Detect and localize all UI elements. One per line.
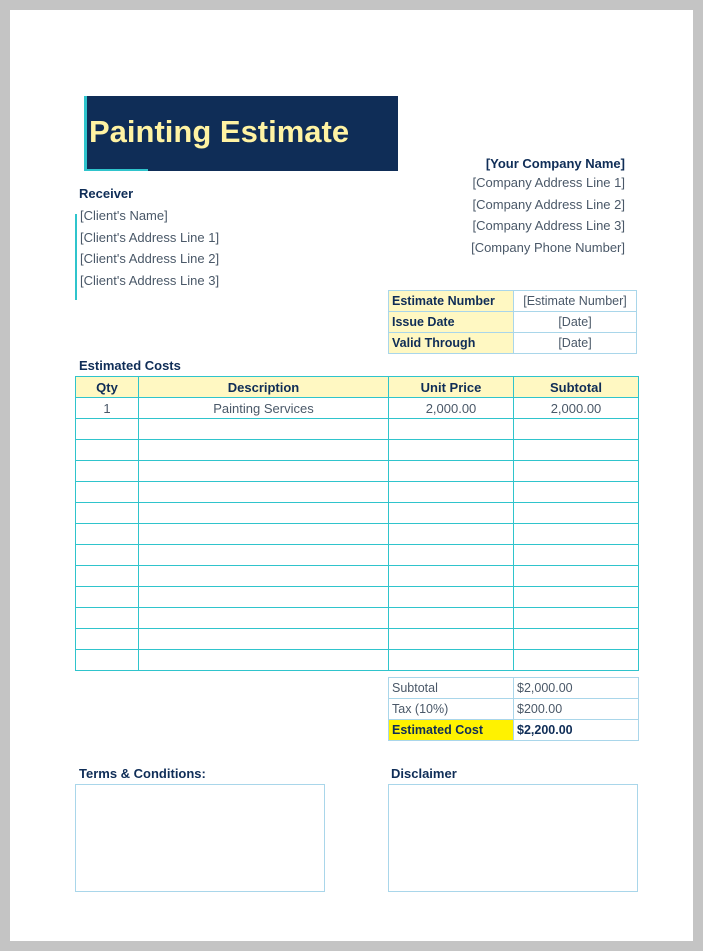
estimated-cost-row (389, 720, 639, 741)
qty-cell[interactable] (76, 524, 139, 545)
disclaimer-box[interactable] (388, 784, 638, 892)
description-cell[interactable] (139, 503, 389, 524)
cost-table-row (76, 587, 639, 608)
cost-table-row (76, 419, 639, 440)
company-name: [Your Company Name] (485, 156, 625, 171)
estimated-cost-label: Estimated Cost (389, 720, 514, 741)
subtotal-row (389, 678, 639, 699)
cost-items-table (75, 376, 639, 671)
tax-label: Tax (10%) (389, 699, 514, 720)
description-cell[interactable] (139, 587, 389, 608)
unit-price-cell[interactable] (389, 650, 514, 671)
unit-price-cell[interactable] (389, 461, 514, 482)
description-cell[interactable] (139, 482, 389, 503)
cost-table-row (76, 398, 639, 419)
estimated-costs-heading: Estimated Costs (79, 358, 181, 373)
cost-table-row (76, 566, 639, 587)
subtotal-cell[interactable] (514, 608, 639, 629)
qty-cell[interactable] (76, 608, 139, 629)
qty-cell[interactable] (76, 587, 139, 608)
valid-through-row (389, 333, 637, 354)
terms-box[interactable] (75, 784, 325, 892)
qty-cell[interactable] (76, 482, 139, 503)
description-cell[interactable] (139, 524, 389, 545)
receiver-heading: Receiver (79, 186, 134, 201)
tax-row (389, 699, 639, 720)
title-accent-bar (84, 96, 87, 171)
unit-price-cell[interactable] (389, 440, 514, 461)
subtotal-cell[interactable] (514, 629, 639, 650)
company-address-line-3: [Company Address Line 3] (472, 218, 625, 233)
unit-price-cell[interactable] (389, 587, 514, 608)
description-cell[interactable] (139, 566, 389, 587)
receiver-accent-bar (75, 214, 77, 300)
unit-price-cell[interactable] (389, 545, 514, 566)
description-cell[interactable] (139, 419, 389, 440)
subtotal-cell[interactable]: 2,000.00 (514, 398, 639, 419)
client-address-line-2: [Client's Address Line 2] (80, 251, 220, 266)
cost-table-row (76, 629, 639, 650)
qty-cell[interactable] (76, 440, 139, 461)
valid-through-label: Valid Through (389, 333, 514, 354)
description-cell[interactable]: Painting Services (139, 398, 389, 419)
estimate-number-label: Estimate Number (389, 291, 514, 312)
qty-cell[interactable] (76, 545, 139, 566)
unit-price-cell[interactable] (389, 566, 514, 587)
subtotal-cell[interactable] (514, 545, 639, 566)
disclaimer-heading: Disclaimer (391, 766, 457, 781)
description-cell[interactable] (139, 650, 389, 671)
cost-table-row (76, 545, 639, 566)
description-cell[interactable] (139, 461, 389, 482)
cost-table-body (76, 398, 639, 671)
subtotal-cell[interactable] (514, 650, 639, 671)
document-title: Painting Estimate (89, 114, 350, 149)
estimate-info-table (388, 290, 637, 354)
company-address-line-1: [Company Address Line 1] (472, 175, 625, 190)
company-phone: [Company Phone Number] (471, 240, 625, 255)
description-cell[interactable] (139, 608, 389, 629)
issue-date-label: Issue Date (389, 312, 514, 333)
tax-value: $200.00 (514, 699, 639, 720)
client-address-line-3: [Client's Address Line 3] (80, 273, 220, 288)
subtotal-cell[interactable] (514, 482, 639, 503)
subtotal-cell[interactable] (514, 461, 639, 482)
estimated-cost-value: $2,200.00 (514, 720, 639, 741)
qty-cell[interactable] (76, 650, 139, 671)
cost-table-header (76, 377, 639, 398)
subtotal-value: $2,000.00 (514, 678, 639, 699)
unit-price-cell[interactable] (389, 629, 514, 650)
cost-table-row (76, 440, 639, 461)
subtotal-column-header: Subtotal (514, 377, 639, 398)
title-underline (84, 169, 148, 171)
estimate-page (10, 10, 693, 941)
unit-price-cell[interactable] (389, 419, 514, 440)
estimate-number-row (389, 291, 637, 312)
unit-price-cell[interactable] (389, 503, 514, 524)
description-column-header: Description (139, 377, 389, 398)
terms-heading: Terms & Conditions: (79, 766, 206, 781)
unit-price-cell[interactable] (389, 482, 514, 503)
description-cell[interactable] (139, 545, 389, 566)
issue-date-row (389, 312, 637, 333)
totals-table (388, 677, 639, 741)
unit-price-cell[interactable] (389, 524, 514, 545)
cost-table-row (76, 608, 639, 629)
cost-table-row (76, 503, 639, 524)
subtotal-cell[interactable] (514, 587, 639, 608)
client-address-line-1: [Client's Address Line 1] (80, 230, 220, 245)
unit-price-cell[interactable] (389, 608, 514, 629)
company-address-line-2: [Company Address Line 2] (472, 197, 625, 212)
unit-price-column-header: Unit Price (389, 377, 514, 398)
cost-table-row (76, 524, 639, 545)
unit-price-cell[interactable]: 2,000.00 (389, 398, 514, 419)
description-cell[interactable] (139, 629, 389, 650)
cost-table-row (76, 461, 639, 482)
cost-table-row (76, 482, 639, 503)
qty-cell[interactable] (76, 503, 139, 524)
client-name: [Client's Name] (80, 208, 168, 223)
qty-cell[interactable] (76, 419, 139, 440)
subtotal-cell[interactable] (514, 566, 639, 587)
subtotal-cell[interactable] (514, 440, 639, 461)
subtotal-label: Subtotal (389, 678, 514, 699)
estimate-number-value[interactable]: [Estimate Number] (514, 291, 637, 312)
issue-date-value[interactable]: [Date] (514, 312, 637, 333)
subtotal-cell[interactable] (514, 419, 639, 440)
qty-column-header: Qty (76, 377, 139, 398)
subtotal-cell[interactable] (514, 503, 639, 524)
subtotal-cell[interactable] (514, 524, 639, 545)
valid-through-value[interactable]: [Date] (514, 333, 637, 354)
qty-cell[interactable] (76, 629, 139, 650)
qty-cell[interactable] (76, 566, 139, 587)
qty-cell[interactable]: 1 (76, 398, 139, 419)
description-cell[interactable] (139, 440, 389, 461)
cost-table-row (76, 650, 639, 671)
qty-cell[interactable] (76, 461, 139, 482)
